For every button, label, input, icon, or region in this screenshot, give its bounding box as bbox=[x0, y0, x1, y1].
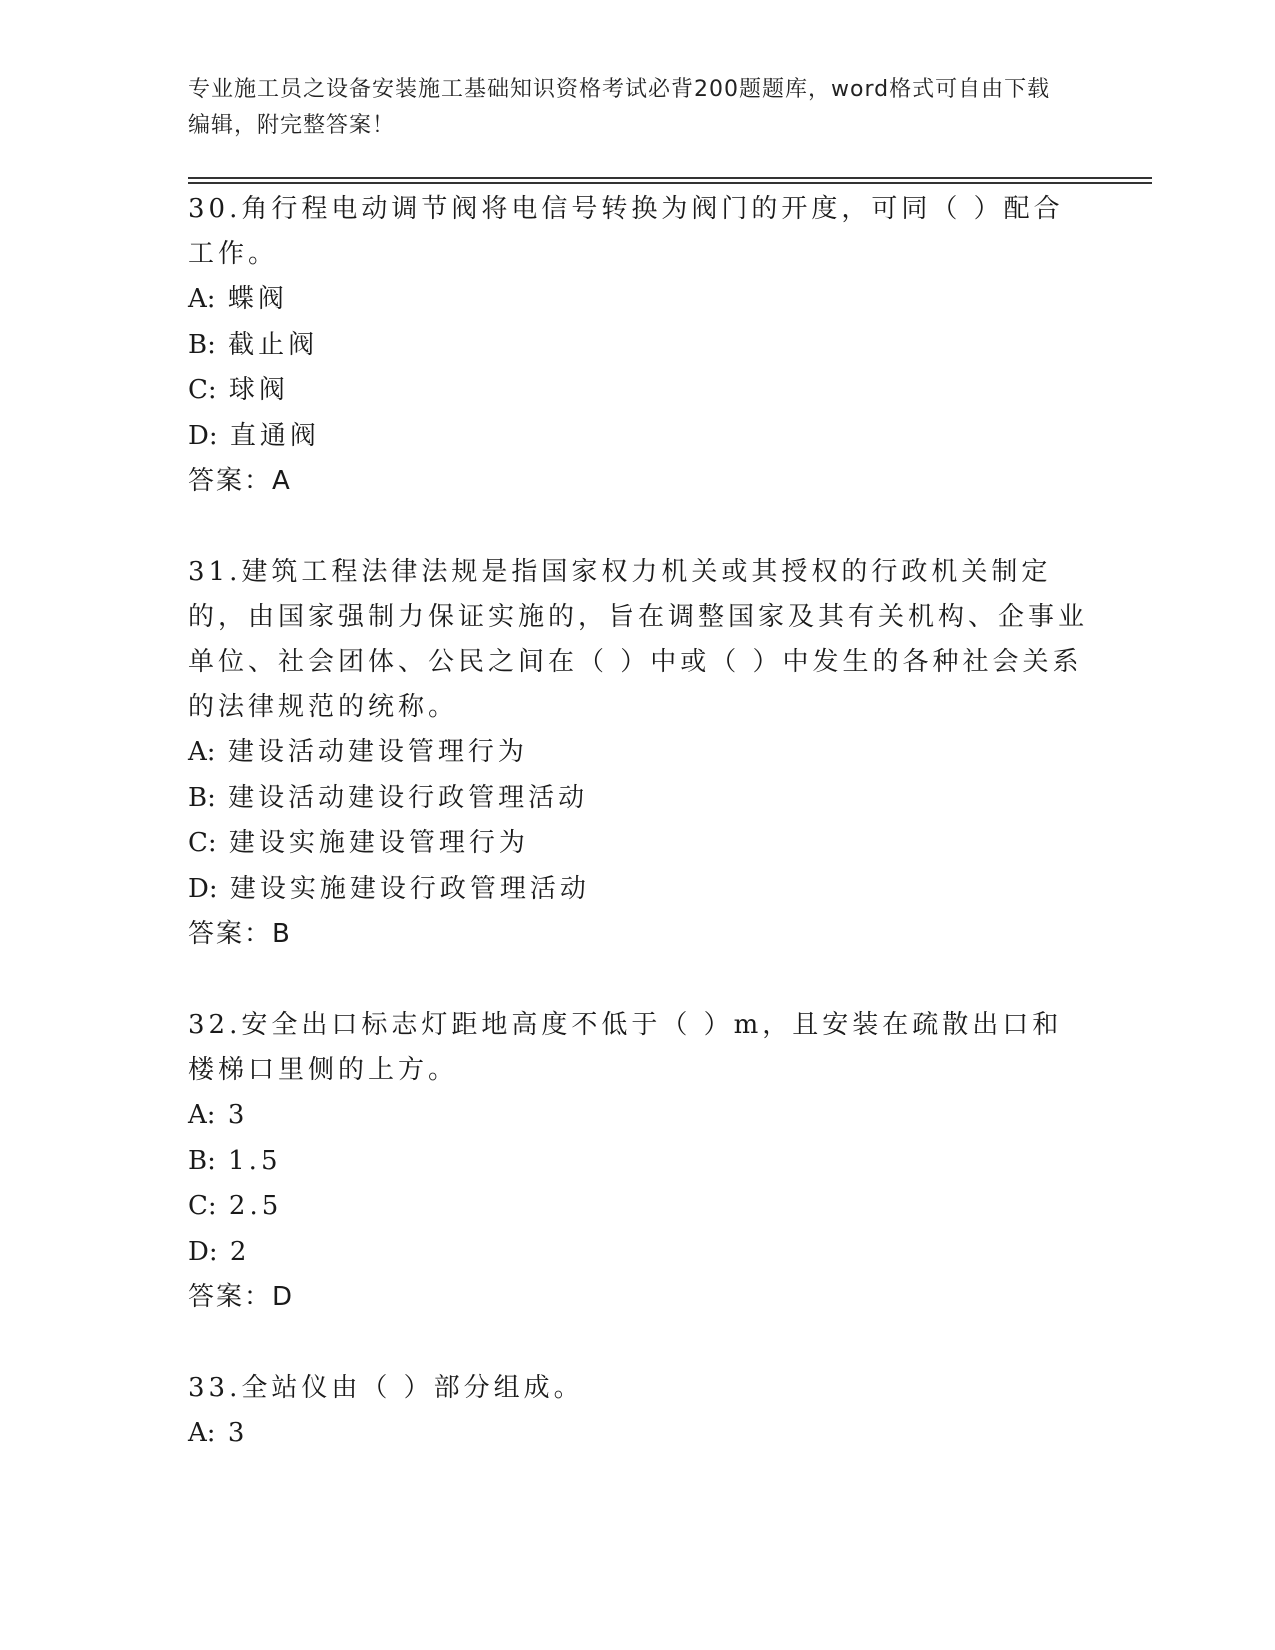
document-header: 专业施工员之设备安装施工基础知识资格考试必背200题题库，word格式可自由下载编辑，附完整答案！ bbox=[188, 77, 1051, 138]
option-letter: B: bbox=[188, 782, 216, 813]
option-letter: A: bbox=[188, 737, 216, 767]
option-text: 2.5 bbox=[228, 1191, 283, 1221]
answer-label: 答案：B bbox=[188, 919, 292, 949]
answer-label: 答案：D bbox=[188, 1282, 295, 1312]
question-stem: 33.全站仪由（ ）部分组成。 bbox=[188, 1373, 584, 1403]
option-b bbox=[188, 1139, 1088, 1185]
option-letter: D: bbox=[188, 873, 218, 904]
option-c bbox=[188, 368, 1088, 414]
option-letter: D: bbox=[188, 420, 218, 451]
question-stem: 30.角行程电动调节阀将电信号转换为阀门的开度，可同（ ）配合工作。 bbox=[188, 194, 1064, 269]
option-a bbox=[188, 1093, 1088, 1139]
question-31 bbox=[188, 550, 1088, 957]
question-33 bbox=[188, 1366, 1088, 1457]
option-d bbox=[188, 414, 1088, 460]
option-letter: C: bbox=[188, 375, 217, 405]
option-d bbox=[188, 1230, 1088, 1276]
option-letter: A: bbox=[188, 284, 216, 314]
option-a bbox=[188, 277, 1088, 323]
question-30 bbox=[188, 187, 1088, 504]
option-text: 直通阀 bbox=[229, 420, 320, 451]
option-text: 蝶阀 bbox=[227, 284, 288, 314]
option-b bbox=[188, 776, 1088, 822]
option-letter: C: bbox=[188, 828, 217, 858]
question-32 bbox=[188, 1003, 1088, 1320]
option-b bbox=[188, 323, 1088, 369]
option-a bbox=[188, 730, 1088, 776]
option-text: 1.5 bbox=[228, 1145, 282, 1176]
option-text: 建设实施建设管理行为 bbox=[228, 828, 529, 858]
option-text: 3 bbox=[227, 1100, 249, 1130]
option-letter: D: bbox=[188, 1236, 218, 1267]
option-a bbox=[188, 1411, 1088, 1457]
option-letter: C: bbox=[188, 1191, 217, 1221]
option-text: 截止阀 bbox=[228, 329, 319, 360]
option-text: 3 bbox=[227, 1418, 249, 1448]
header-divider-bottom bbox=[188, 182, 1152, 184]
option-text: 2 bbox=[229, 1236, 251, 1267]
answer-label: 答案：A bbox=[188, 466, 292, 496]
option-d bbox=[188, 867, 1088, 913]
option-text: 建设活动建设行政管理活动 bbox=[228, 782, 589, 813]
question-stem: 31.建筑工程法律法规是指国家权力机关或其授权的行政机关制定的，由国家强制力保证实施的，旨在调整国家及其有关机构、企事业单位、社会团体、公民之间在（ ）中或（ ）中发生的各种社会关系的法律规范的统称。 bbox=[188, 557, 1089, 722]
option-letter: B: bbox=[188, 1145, 216, 1176]
option-letter: A: bbox=[188, 1100, 216, 1130]
option-letter: B: bbox=[188, 329, 216, 360]
option-text: 球阀 bbox=[228, 375, 289, 405]
option-c bbox=[188, 821, 1088, 867]
header-divider-top bbox=[188, 177, 1152, 179]
option-c bbox=[188, 1184, 1088, 1230]
question-list bbox=[188, 187, 1088, 1457]
option-letter: A: bbox=[188, 1418, 216, 1448]
option-text: 建设实施建设行政管理活动 bbox=[229, 873, 590, 904]
question-stem: 32.安全出口标志灯距地高度不低于（ ）m，且安装在疏散出口和楼梯口里侧的上方。 bbox=[188, 1010, 1063, 1085]
option-text: 建设活动建设管理行为 bbox=[227, 737, 528, 767]
